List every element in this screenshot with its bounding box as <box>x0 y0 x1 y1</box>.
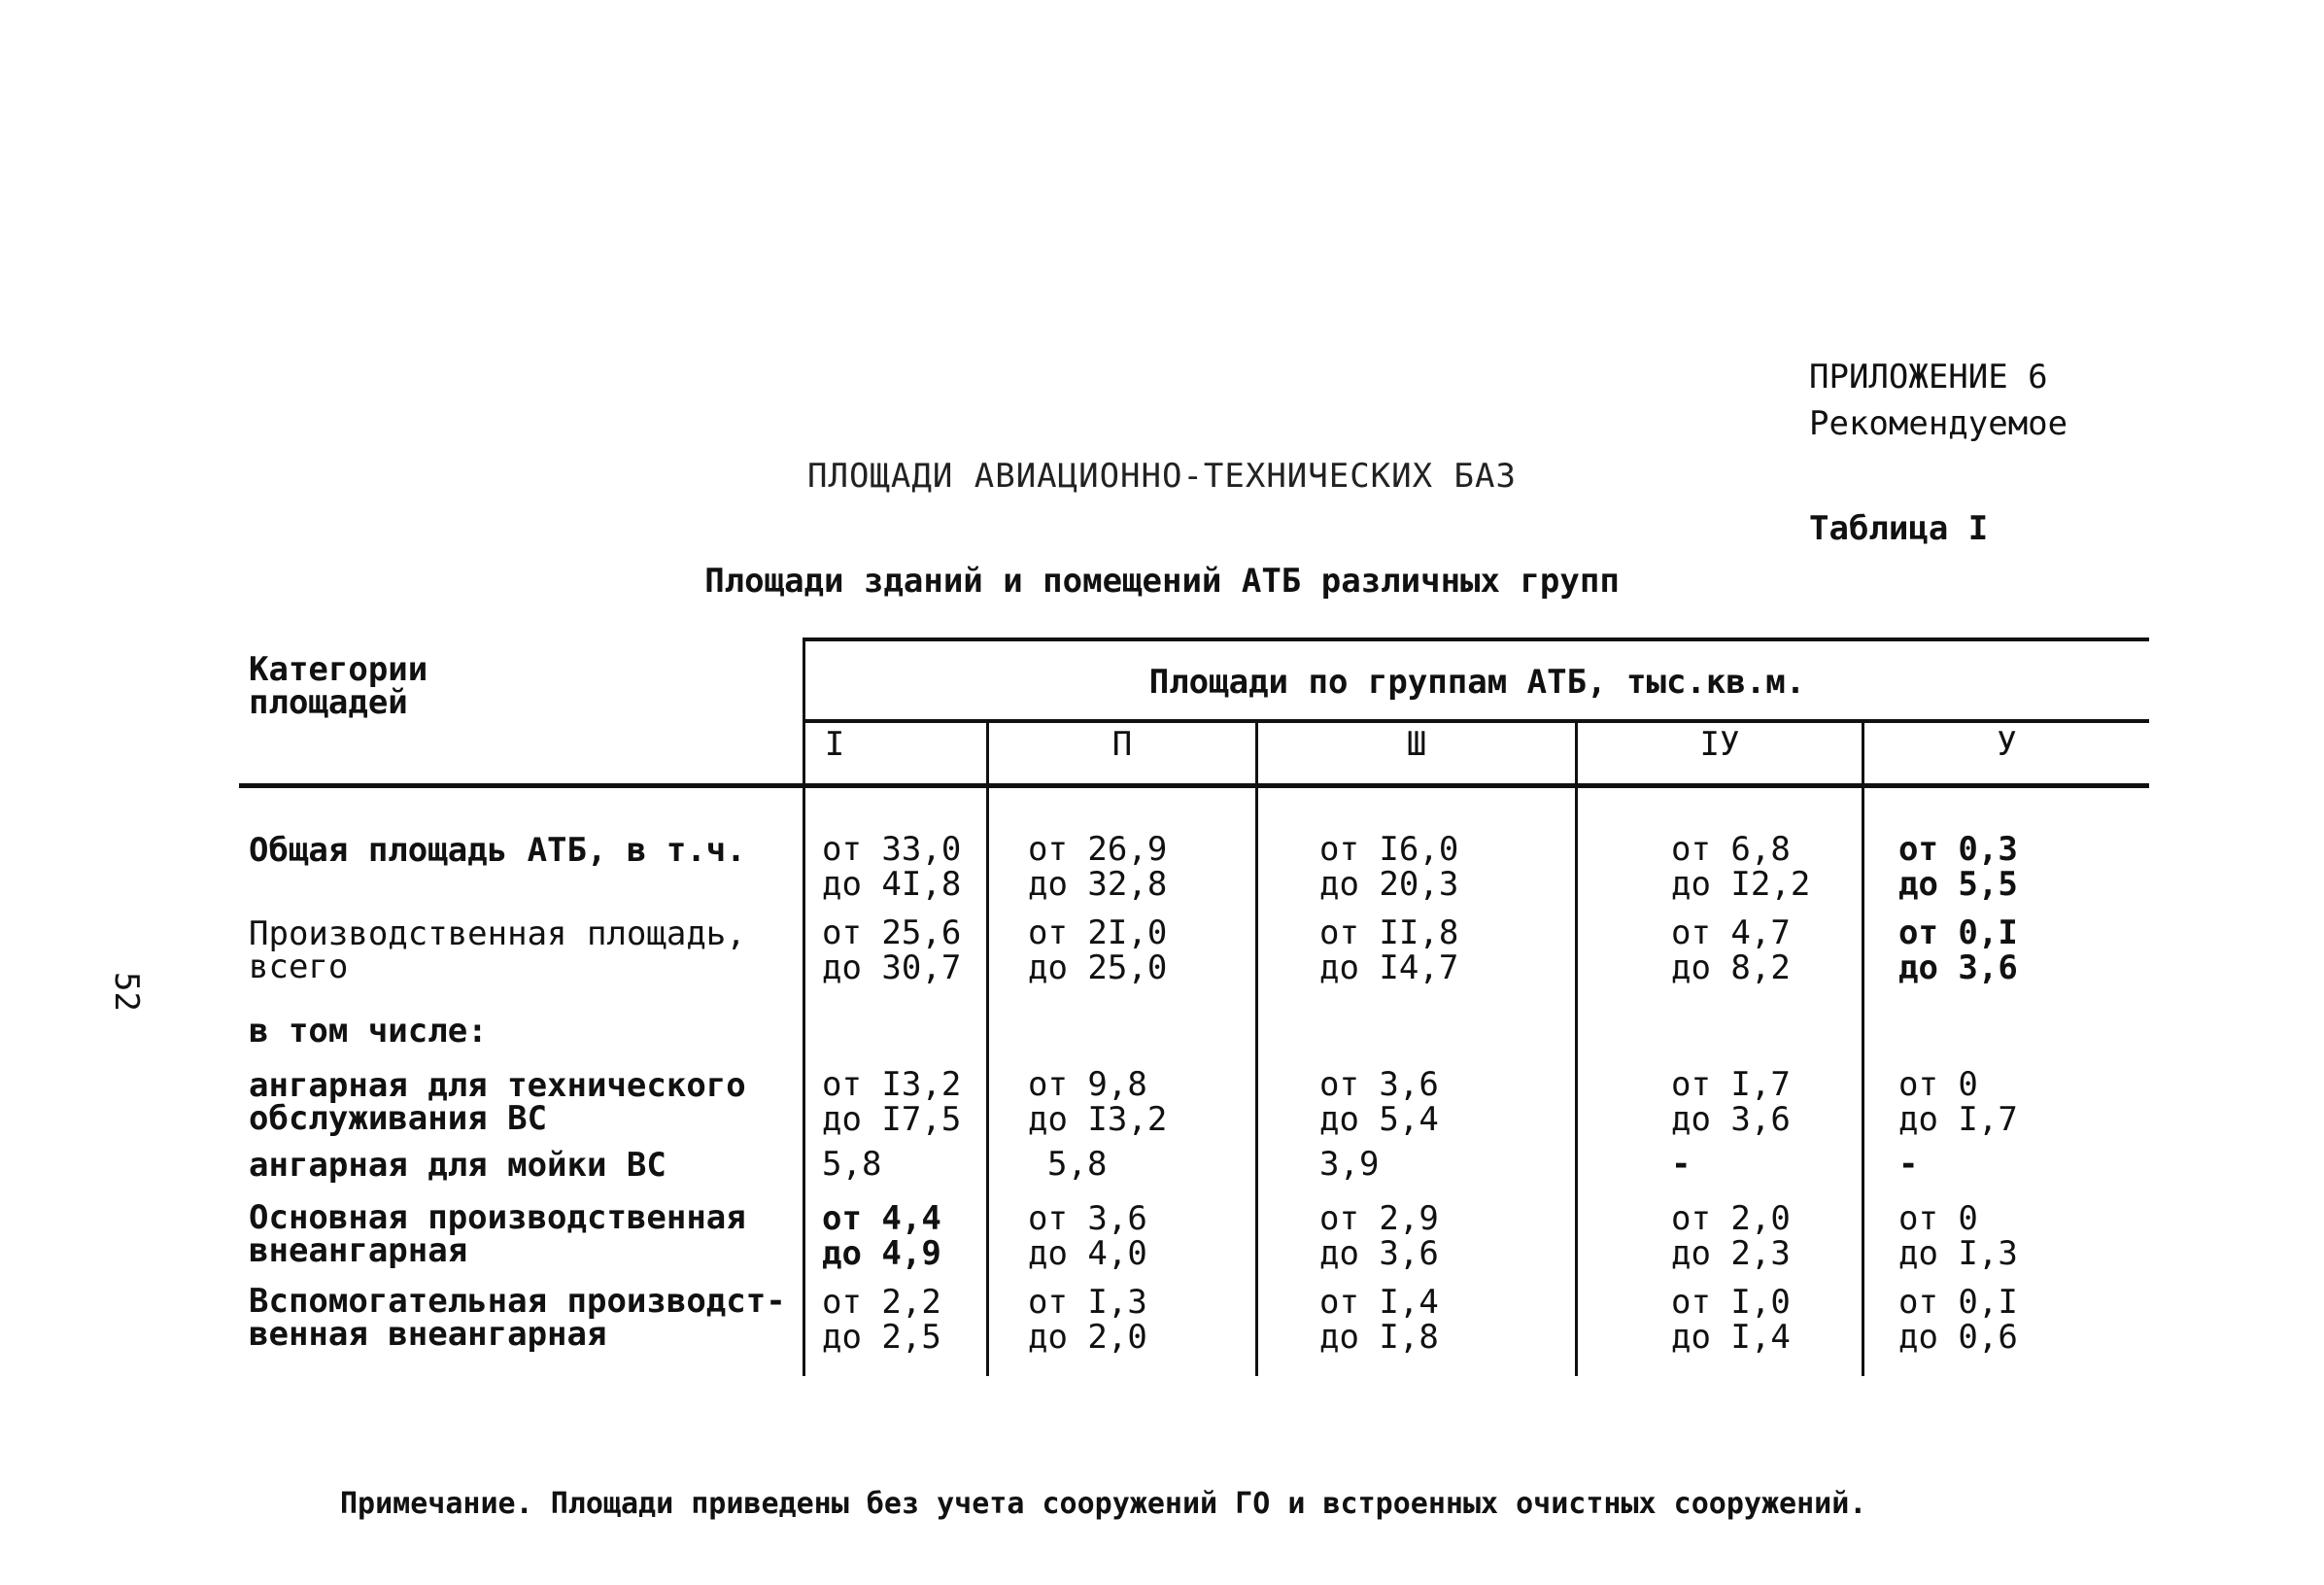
cell-line: до 4,9 <box>822 1234 941 1273</box>
table-cell <box>1319 1067 1439 1137</box>
cell-line: 5,8 <box>822 1145 882 1184</box>
cell-line: от 9,8 <box>1028 1065 1147 1104</box>
table-title: Площади зданий и помещений АТБ различных групп <box>704 562 1620 601</box>
cell-line: от I3,2 <box>822 1065 962 1104</box>
cell-line: от 4,7 <box>1671 913 1791 952</box>
cell-line: от 2,9 <box>1319 1199 1439 1238</box>
cell-line: от II,8 <box>1319 913 1459 952</box>
cell-line: до I,7 <box>1898 1100 2018 1139</box>
table-cell <box>1671 915 1791 985</box>
row-label-line: Производственная площадь, <box>249 914 746 953</box>
table-cell <box>1898 1067 2018 1137</box>
cell-line: до 3,6 <box>1898 948 2018 987</box>
table-cell <box>1028 1201 1147 1271</box>
cell-line: до I,4 <box>1671 1318 1791 1357</box>
table-cell <box>822 832 961 902</box>
row-label: Общая площадь АТБ, в т.ч. <box>249 831 746 870</box>
cell-line: от 2,0 <box>1671 1199 1791 1238</box>
table-cell <box>1898 1147 1918 1182</box>
cell-line: - <box>1898 1145 1919 1184</box>
cell-line: от I,7 <box>1671 1065 1791 1104</box>
table-cell <box>1671 1067 1791 1137</box>
table-cell <box>1898 832 2018 902</box>
cell-line: до I,3 <box>1898 1234 2018 1273</box>
table-cell <box>822 915 961 985</box>
cell-line: до 5,4 <box>1319 1100 1439 1139</box>
cell-line: от I,3 <box>1028 1283 1147 1322</box>
table-cell <box>1671 832 1810 902</box>
table-cell <box>1671 1285 1791 1355</box>
cell-line: до 3,6 <box>1319 1234 1439 1273</box>
cell-line: до I3,2 <box>1028 1100 1168 1139</box>
cell-line: 3,9 <box>1319 1145 1380 1184</box>
cell-line: от 3,6 <box>1319 1065 1439 1104</box>
cell-line: от 2I,0 <box>1028 913 1168 952</box>
table-cell <box>1671 1201 1791 1271</box>
table-cell <box>822 1067 961 1137</box>
category-header-line: Категории <box>249 650 428 689</box>
cell-line: от 25,6 <box>822 913 962 952</box>
cell-line: до 32,8 <box>1028 865 1168 904</box>
appendix-title: ПРИЛОЖЕНИЕ 6 <box>1809 358 2048 396</box>
row-label-line: внеангарная <box>249 1231 468 1270</box>
group-label-3: Ш <box>1406 725 1427 764</box>
group-label-5: У <box>1997 725 2017 764</box>
cell-line: от 0 <box>1898 1065 1978 1104</box>
document-title: ПЛОЩАДИ АВИАЦИОННО-ТЕХНИЧЕСКИХ БАЗ <box>807 457 1517 496</box>
cell-line: от 4,4 <box>822 1199 941 1238</box>
row-label-line: Вспомогательная производст- <box>249 1282 786 1321</box>
row-label-line: венная внеангарная <box>249 1315 607 1354</box>
table-cell <box>1319 1201 1439 1271</box>
cell-line: до 25,0 <box>1028 948 1168 987</box>
table-col-divider <box>1255 721 1258 1376</box>
cell-line: до 20,3 <box>1319 865 1459 904</box>
cell-line: до 2,3 <box>1671 1234 1791 1273</box>
table-cell <box>1671 1147 1691 1182</box>
cell-line: до 4I,8 <box>822 865 962 904</box>
row-label <box>249 1198 746 1270</box>
page-number: 52 <box>107 972 146 1012</box>
table-col-divider <box>1575 721 1578 1376</box>
appendix-block <box>1809 354 2068 447</box>
table-group-rule <box>803 719 2149 723</box>
table-cell <box>1319 1147 1379 1182</box>
cell-line: до 30,7 <box>822 948 962 987</box>
table-cell <box>1047 1147 1107 1182</box>
category-header <box>249 650 428 722</box>
table-cell <box>1028 832 1167 902</box>
cell-line: от I,4 <box>1319 1283 1439 1322</box>
cell-line: до 8,2 <box>1671 948 1791 987</box>
row-label-line: всего <box>249 948 349 986</box>
table-cell <box>1898 1285 2018 1355</box>
table-cell <box>1319 832 1458 902</box>
row-label: в том числе: <box>249 1012 488 1051</box>
row-label <box>249 1066 746 1138</box>
cell-line: от 0,I <box>1898 913 2018 952</box>
cell-line: от 6,8 <box>1671 830 1791 869</box>
table-cell <box>1028 1285 1147 1355</box>
cell-line: до 3,6 <box>1671 1100 1791 1139</box>
row-label-line: Основная производственная <box>249 1198 746 1237</box>
table-col-divider <box>1862 721 1864 1376</box>
cell-line: от I6,0 <box>1319 830 1459 869</box>
row-label: ангарная для мойки ВС <box>249 1146 666 1185</box>
table-cell <box>1028 1067 1167 1137</box>
table-cell <box>1319 1285 1439 1355</box>
cell-line: - <box>1671 1145 1692 1184</box>
table-cell <box>1898 915 2018 985</box>
cell-line: от 3,6 <box>1028 1199 1147 1238</box>
table-cell <box>1028 915 1167 985</box>
cell-line: до 0,6 <box>1898 1318 2018 1357</box>
cell-line: до I7,5 <box>822 1100 962 1139</box>
table-label: Таблица I <box>1809 509 1989 548</box>
category-header-line: площадей <box>249 683 408 722</box>
row-label <box>249 1282 786 1354</box>
row-label <box>249 914 746 986</box>
group-label-4: IУ <box>1699 725 1740 764</box>
group-label-1: I <box>824 725 845 764</box>
cell-line: до 5,5 <box>1898 865 2018 904</box>
cell-line: от 0 <box>1898 1199 1978 1238</box>
cell-line: до I,8 <box>1319 1318 1439 1357</box>
table-top-rule <box>803 637 2149 641</box>
table-note: Примечание. Площади приведены без учета сооружений ГО и встроенных очистных сооружений. <box>340 1487 1867 1521</box>
table-col-divider <box>986 721 989 1376</box>
group-header: Площади по группам АТБ, тыс.кв.м. <box>1148 663 1806 702</box>
cell-line: от 33,0 <box>822 830 962 869</box>
cell-line: от 0,I <box>1898 1283 2018 1322</box>
cell-line: от I,0 <box>1671 1283 1791 1322</box>
cell-line: до I2,2 <box>1671 865 1811 904</box>
cell-line: от 2,2 <box>822 1283 941 1322</box>
appendix-subtitle: Рекомендуемое <box>1809 404 2068 443</box>
cell-line: до 4,0 <box>1028 1234 1147 1273</box>
table-cell <box>822 1201 941 1271</box>
table-cell <box>1319 915 1458 985</box>
row-label-line: обслуживания ВС <box>249 1099 548 1138</box>
group-label-2: П <box>1111 725 1133 764</box>
table-cell <box>822 1147 881 1182</box>
row-label-line: ангарная для технического <box>249 1066 746 1105</box>
table-cell <box>1898 1201 2018 1271</box>
cell-line: до 2,5 <box>822 1318 941 1357</box>
cell-line: до 2,0 <box>1028 1318 1147 1357</box>
cell-line: от 26,9 <box>1028 830 1168 869</box>
cell-line: до I4,7 <box>1319 948 1459 987</box>
cell-line: от 0,3 <box>1898 830 2018 869</box>
table-cell <box>822 1285 941 1355</box>
cell-line: 5,8 <box>1047 1145 1108 1184</box>
